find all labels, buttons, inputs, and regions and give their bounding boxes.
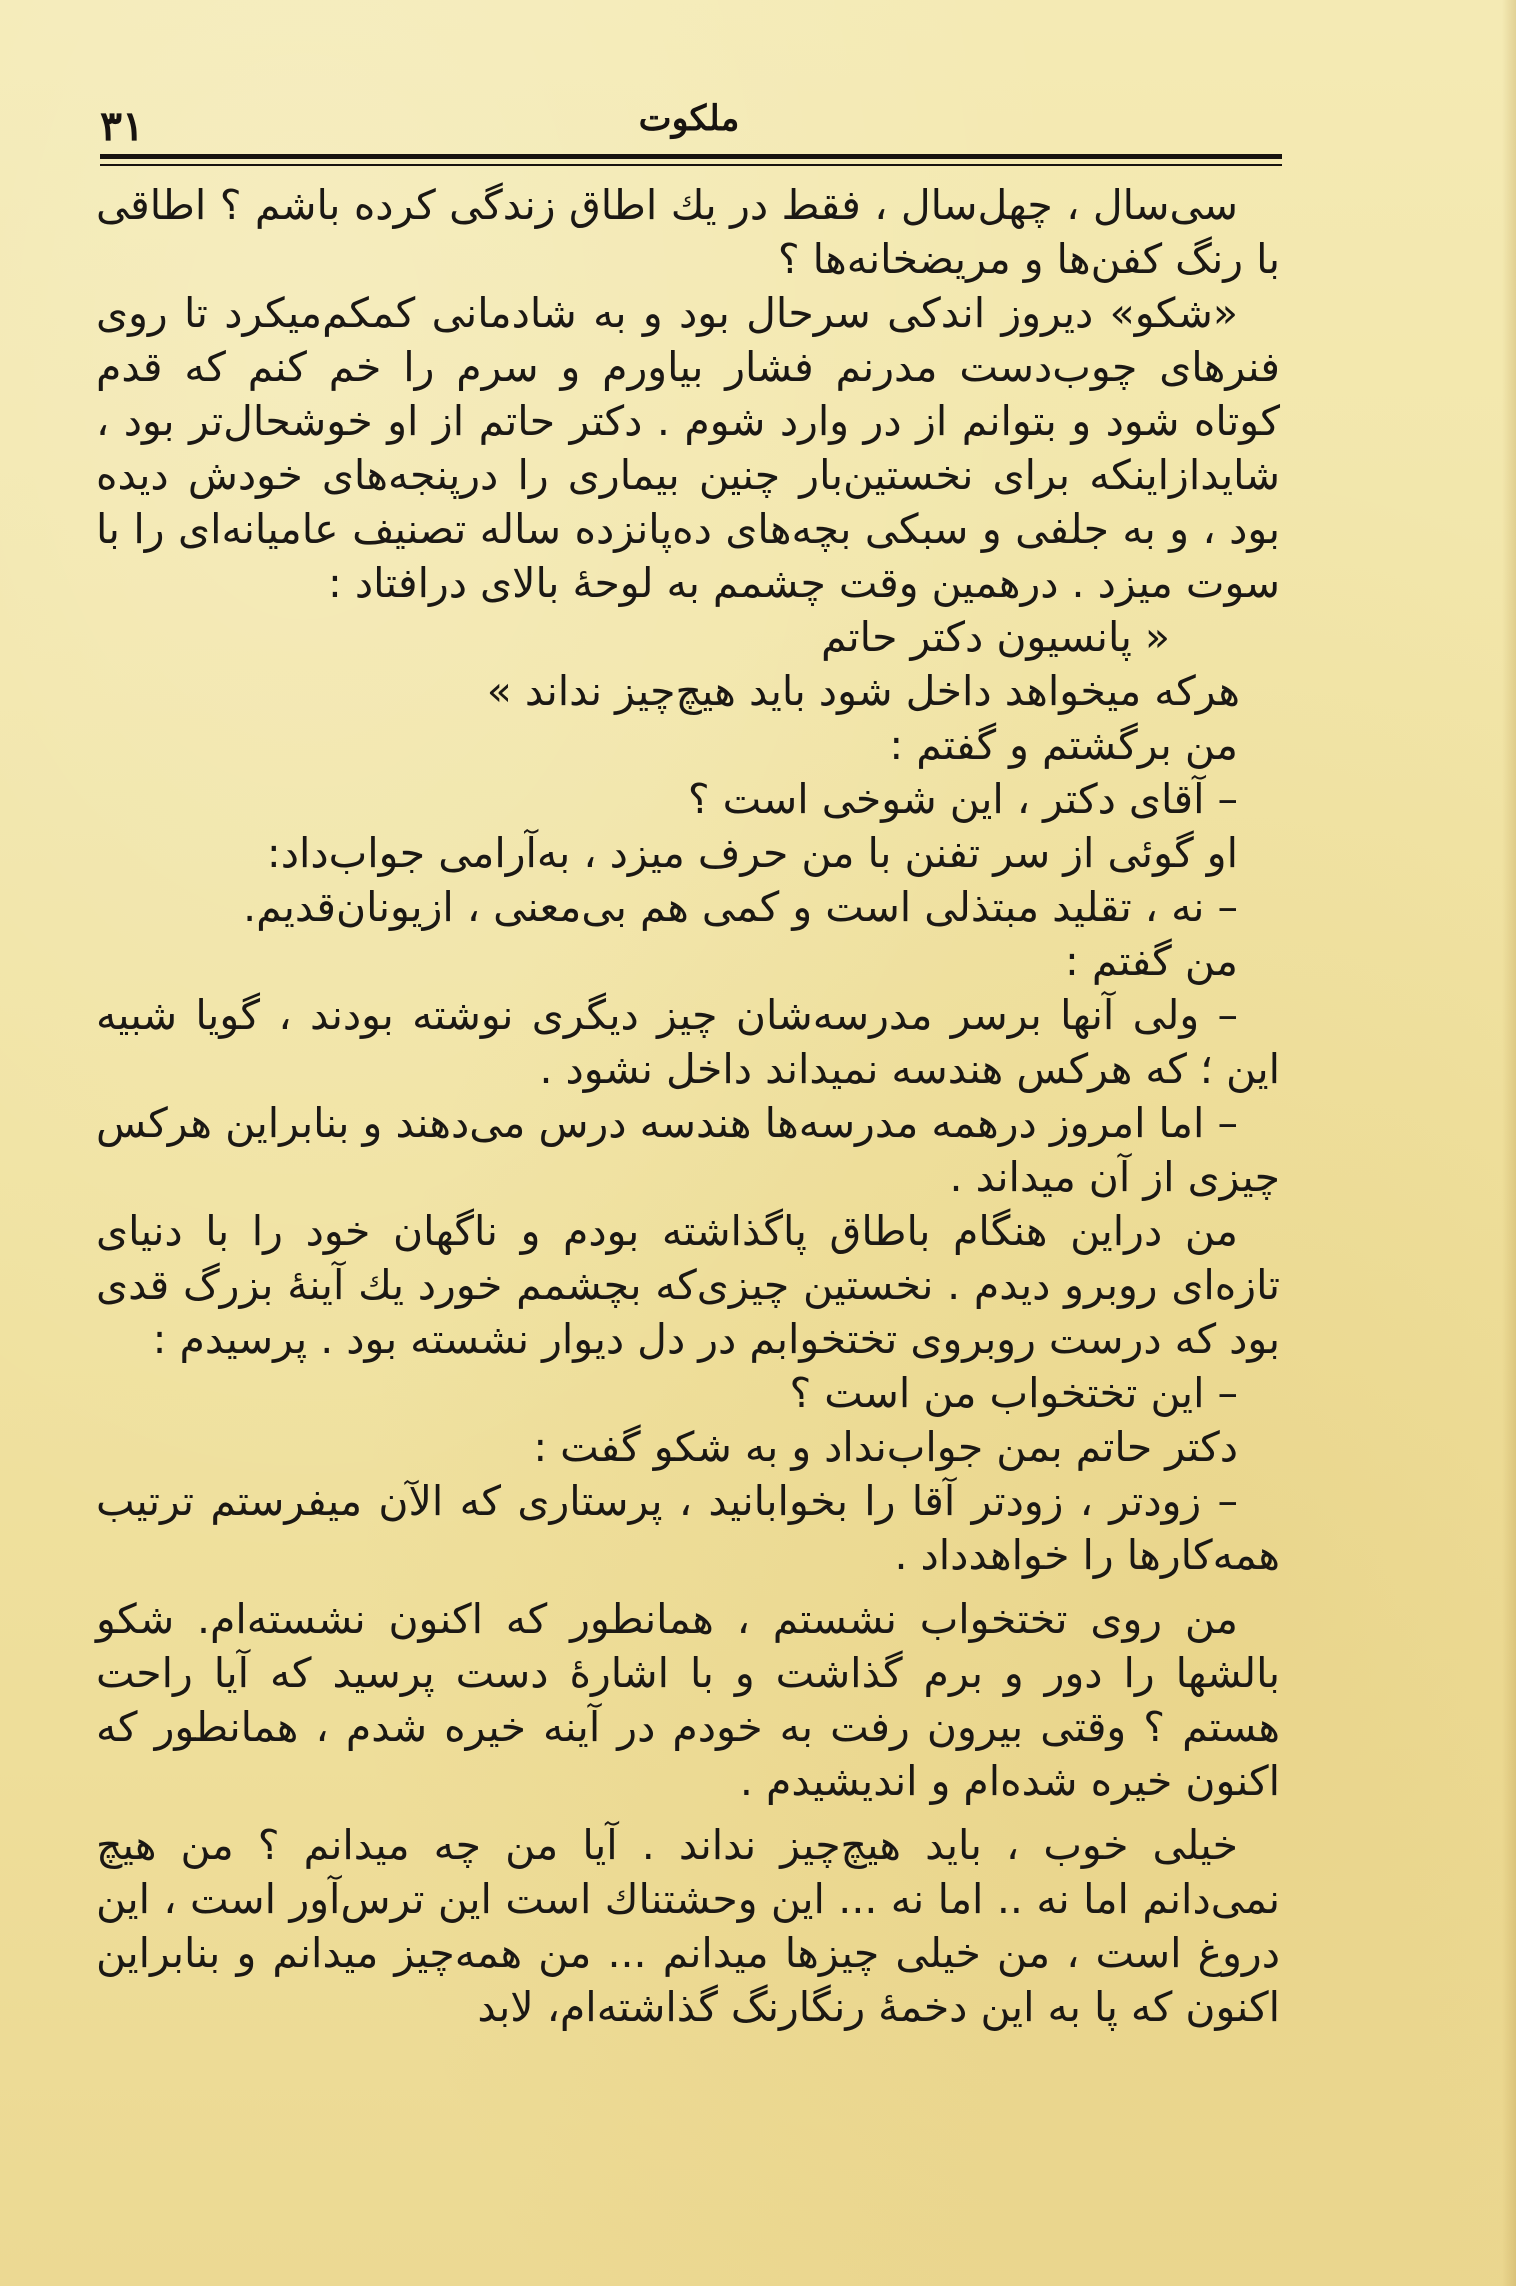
paragraph-4: او گوئی از سر تفنن با من حرف میزد ، به‌آرامی جواب‌داد: [266,829,1238,877]
page-number: ۳۱ [100,102,145,150]
page-header [100,98,1278,154]
dialog-line-6: – زودتر ، زودتر آقا را بخوابانید ، پرستاری که الآن میفرستم ترتیب همه‌کارها را خواهدداد . [96,1477,1280,1579]
dialog-line-4: – اما امروز درهمه مدرسه‌ها هندسه درس می‌دهند و بنابراین هرکس چیزی از آن میداند . [96,1099,1280,1201]
header-rule-thick [100,154,1282,159]
paragraph-1: سی‌سال ، چهل‌سال ، فقط در یك اطاق زندگی کرده باشم ؟ اطاقی با رنگ کفن‌ها و مریضخانه‌ها ؟ [96,181,1280,283]
paragraph-9: خیلی خوب ، باید هیچ‌چیز نداند . آیا من چه میدانم ؟ من هیچ نمی‌دانم اما نه .. اما نه ... این وحشتناك است این ترس‌آور است ، این دروغ است ، من خیلی چیزها میدانم ... من همه‌چیز میدانم و بنابراین اکنون که پا به این دخمهٔ رنگارنگ گذاشته‌ام، لابد [96,1821,1280,2031]
paragraph-2: «شکو» دیروز اندکی سرحال بود و به شادمانی کمکم‌میکرد تا روی فنرهای چوب‌دست مدرنم فشار بیاورم و سرم را خم کنم که قدم کوتاه شود و بتوانم از در وارد شوم . دکتر حاتم از او خوشحال‌تر بود ، شایدازاینکه برای نخستین‌بار چنین بیماری را درپنجه‌های خودش دیده بود ، و به جلفی و سبکی بچه‌های ده‌پانزده ساله تصنیف عامیانه‌ای را با سوت میزد . درهمین وقت چشمم به لوحهٔ بالای درافتاد : [96,289,1280,607]
paragraph-6: من دراین هنگام باطاق پاگذاشته بودم و ناگهان خود را با دنیای تازه‌ای روبرو دیدم . نخستین چیزی‌که بچشمم خورد یك آینهٔ بزرگ قدی بود که درست روبروی تختخوابم در دل دیوار نشسته بود . پرسیدم : [96,1207,1280,1363]
paragraph-7: دکتر حاتم بمن جواب‌نداد و به شکو گفت : [533,1423,1238,1471]
dialog-line-3: – ولی آنها برسر مدرسه‌شان چیز دیگری نوشته بودند ، گویا شبیه این ؛ که هرکس هندسه نمیداند داخل نشود . [96,991,1280,1093]
sign-line-2: هرکه میخواهد داخل شود باید هیچ‌چیز نداند » [486,667,1240,715]
dialog-line-5: – این تختخواب من است ؟ [789,1369,1238,1417]
sign-line-1: « پانسیون دکتر حاتم [820,613,1170,661]
dialog-line-2: – نه ، تقلید مبتذلی است و کمی هم بی‌معنی ، ازیونان‌قدیم. [243,883,1238,931]
paragraph-8: من روی تختخواب نشستم ، همانطور که اکنون نشسته‌ام. شکو بالشها را دور و برم گذاشت و با اشارهٔ دست پرسید که آیا راحت هستم ؟ وقتی بیرون رفت به خودم در آینه خیره شدم ، همانطور که اکنون خیره شده‌ام و اندیشیدم . [96,1595,1280,1805]
body-text [96,178,1280,2034]
dialog-line-1: – آقای دکتر ، این شوخی است ؟ [687,775,1238,823]
running-title: ملکوت [638,98,740,139]
paragraph-3: من برگشتم و گفتم : [889,721,1238,769]
header-rule-thin [100,164,1282,166]
paragraph-5: من گفتم : [1065,937,1238,985]
